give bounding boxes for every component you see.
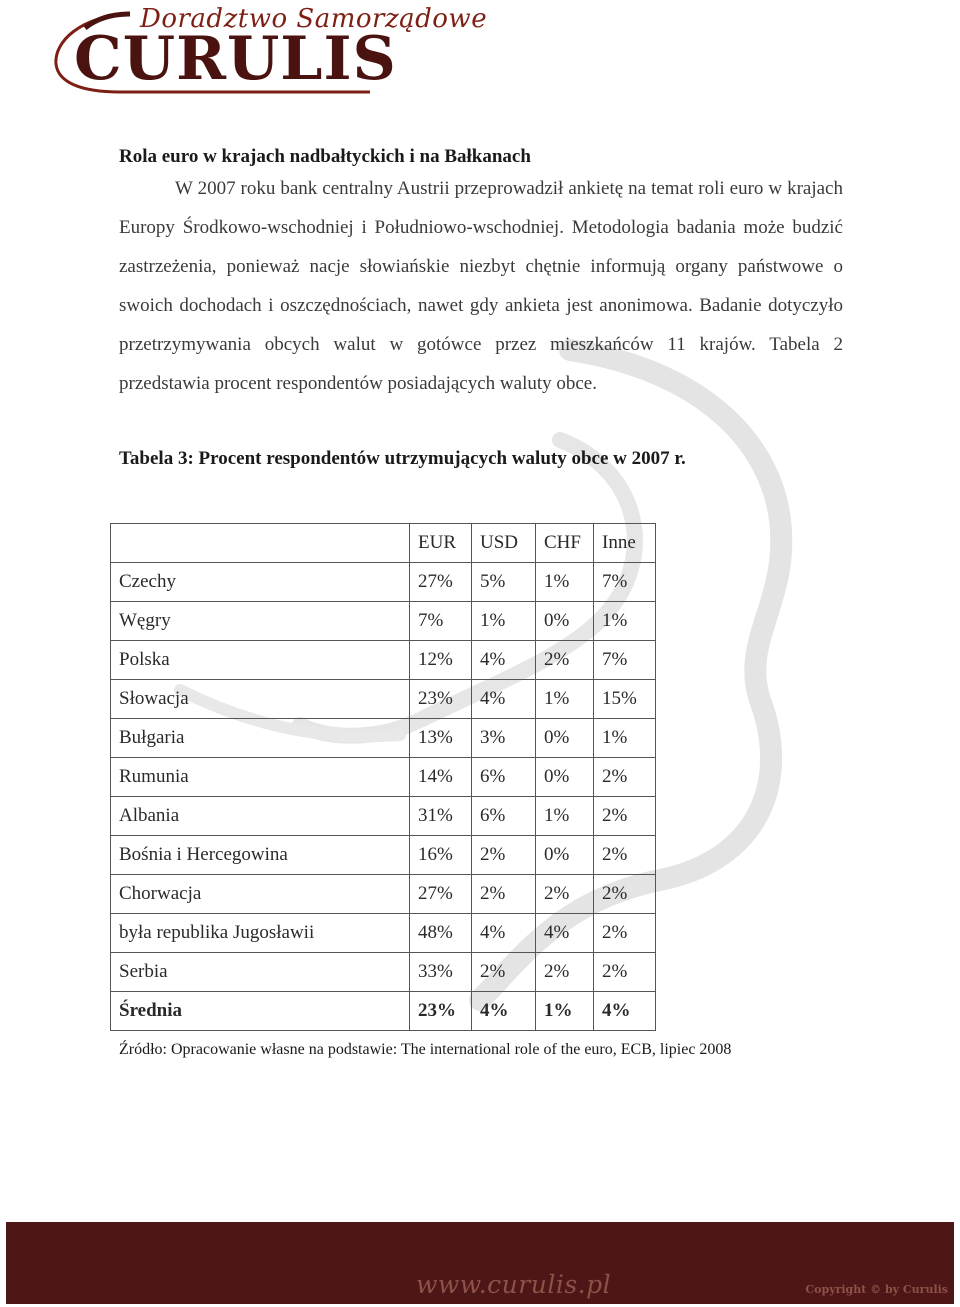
table-row	[111, 641, 656, 680]
summary-row	[111, 992, 656, 1031]
header-cell: EUR	[410, 524, 472, 563]
value-cell: 1%	[472, 602, 536, 641]
value-cell: 33%	[410, 953, 472, 992]
country-cell: Czechy	[111, 563, 410, 602]
value-cell: 2%	[594, 758, 656, 797]
value-cell: 2%	[594, 836, 656, 875]
intro-paragraph: W 2007 roku bank centralny Austrii przeprowadził ankietę na temat roli euro w krajach Europy Środkowo-wschodniej i Południowo-wschodniej. Metodologia badania może budzić zastrzeżenia, ponieważ nacje słowiańskie niezbyt chętnie informują organy państwowe o swoich dochodach i oszczędnościach, nawet gdy ankieta jest anonimowa. Badanie dotyczyło przetrzymywania obcych walut w gotówce przez mieszkańców 11 krajów. Tabela 2 przedstawia procent respondentów posiadających waluty obce.	[119, 178, 843, 394]
table-row	[111, 602, 656, 641]
header-cell: CHF	[536, 524, 594, 563]
value-cell: 4%	[472, 680, 536, 719]
value-cell: 1%	[594, 719, 656, 758]
country-cell: Chorwacja	[111, 875, 410, 914]
country-cell: Bułgaria	[111, 719, 410, 758]
value-cell: 7%	[410, 602, 472, 641]
value-cell: 12%	[410, 641, 472, 680]
table-caption: Tabela 3: Procent respondentów utrzymujących waluty obce w 2007 r.	[119, 448, 686, 469]
value-cell: 4%	[472, 641, 536, 680]
value-cell: 15%	[594, 680, 656, 719]
logo-brand: CURULIS	[74, 24, 397, 94]
value-cell: 6%	[472, 758, 536, 797]
table-row	[111, 758, 656, 797]
value-cell: 4%	[472, 914, 536, 953]
summary-value-cell: 23%	[410, 992, 472, 1031]
value-cell: 7%	[594, 563, 656, 602]
header-cell: Inne	[594, 524, 656, 563]
value-cell: 2%	[594, 875, 656, 914]
country-cell: Słowacja	[111, 680, 410, 719]
summary-value-cell: 4%	[594, 992, 656, 1031]
summary-value-cell: 1%	[536, 992, 594, 1031]
value-cell: 1%	[536, 797, 594, 836]
footer-url-link[interactable]: www.curulis.pl	[416, 1270, 612, 1299]
value-cell: 16%	[410, 836, 472, 875]
value-cell: 5%	[472, 563, 536, 602]
country-cell: Polska	[111, 641, 410, 680]
value-cell: 13%	[410, 719, 472, 758]
section-heading: Rola euro w krajach nadbałtyckich i na Bałkanach	[119, 146, 531, 167]
value-cell: 1%	[594, 602, 656, 641]
article-body	[119, 140, 843, 471]
country-cell: Albania	[111, 797, 410, 836]
table-header-row	[111, 524, 656, 563]
value-cell: 2%	[536, 875, 594, 914]
value-cell: 2%	[472, 875, 536, 914]
footer-bar	[6, 1222, 954, 1304]
header-cell: USD	[472, 524, 536, 563]
value-cell: 2%	[536, 953, 594, 992]
value-cell: 27%	[410, 563, 472, 602]
footer-copyright: Copyright © by Curulis	[805, 1283, 948, 1296]
value-cell: 48%	[410, 914, 472, 953]
value-cell: 2%	[594, 953, 656, 992]
value-cell: 2%	[594, 914, 656, 953]
summary-label-cell: Średnia	[111, 992, 410, 1031]
value-cell: 14%	[410, 758, 472, 797]
summary-value-cell: 4%	[472, 992, 536, 1031]
logo-tagline: Doradztwo Samorządowe	[140, 4, 488, 34]
value-cell: 27%	[410, 875, 472, 914]
value-cell: 31%	[410, 797, 472, 836]
value-cell: 0%	[536, 719, 594, 758]
value-cell: 2%	[472, 953, 536, 992]
value-cell: 2%	[472, 836, 536, 875]
value-cell: 0%	[536, 836, 594, 875]
table-row	[111, 797, 656, 836]
value-cell: 0%	[536, 758, 594, 797]
table-row	[111, 563, 656, 602]
value-cell: 23%	[410, 680, 472, 719]
value-cell: 6%	[472, 797, 536, 836]
table-row	[111, 680, 656, 719]
value-cell: 2%	[594, 797, 656, 836]
value-cell: 3%	[472, 719, 536, 758]
source-note: Źródło: Opracowanie własne na podstawie: The international role of the euro, ECB, lipiec 2008	[119, 1041, 732, 1058]
country-cell: Bośnia i Hercegowina	[111, 836, 410, 875]
value-cell: 1%	[536, 680, 594, 719]
currency-table	[110, 523, 656, 1031]
table-row	[111, 953, 656, 992]
value-cell: 0%	[536, 602, 594, 641]
country-cell: Rumunia	[111, 758, 410, 797]
table-row	[111, 836, 656, 875]
value-cell: 4%	[536, 914, 594, 953]
country-cell: Węgry	[111, 602, 410, 641]
value-cell: 1%	[536, 563, 594, 602]
company-logo	[40, 2, 488, 98]
value-cell: 2%	[536, 641, 594, 680]
header-cell	[111, 524, 410, 563]
value-cell: 7%	[594, 641, 656, 680]
table-row	[111, 875, 656, 914]
table-row	[111, 719, 656, 758]
country-cell: była republika Jugosławii	[111, 914, 410, 953]
table-row	[111, 914, 656, 953]
country-cell: Serbia	[111, 953, 410, 992]
